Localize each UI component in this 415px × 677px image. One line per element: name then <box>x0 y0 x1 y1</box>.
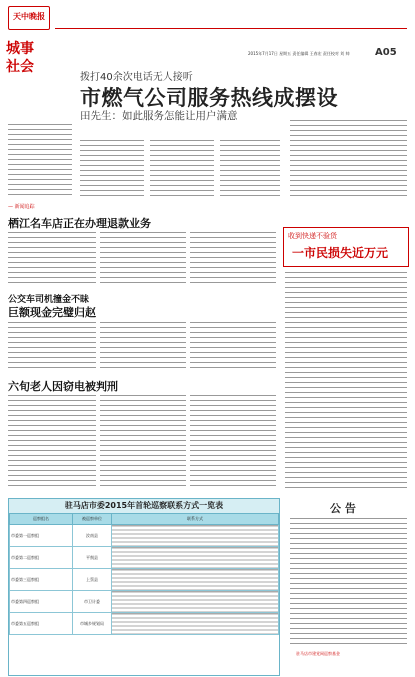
table-row: 市委第三巡察组 上蔡县 <box>10 569 279 591</box>
lead-title: 市燃气公司服务热线成摆设 <box>80 86 338 110</box>
table-row: 市委第一巡察组 汝南县 <box>10 525 279 547</box>
table-header: 联系方式 <box>112 514 279 525</box>
masthead-logo: 天中晚报 <box>8 6 50 30</box>
section-label: — 新闻追踪 <box>8 204 35 210</box>
lead-deck: 田先生：如此服务怎能让用户满意 <box>80 110 238 122</box>
sidebar-title: 一市民损失近万元 <box>292 246 389 260</box>
table-header: 被巡察单位 <box>73 514 112 525</box>
lead-column-5 <box>290 120 407 200</box>
story-2-body-2 <box>100 322 186 372</box>
table-row: 市委第二巡察组 平舆县 <box>10 547 279 569</box>
top-rule <box>55 28 407 29</box>
notice-body <box>290 518 407 646</box>
sidebar-headline-box <box>283 227 409 267</box>
table-row: 市委第五巡察组 市城乡规划局 <box>10 613 279 635</box>
contact-table <box>9 513 279 635</box>
lead-column-3 <box>150 140 214 200</box>
sidebar-body <box>285 272 407 490</box>
page-number: A05 <box>375 47 397 58</box>
story-2-body-1 <box>8 322 96 372</box>
lead-column-1 <box>8 124 72 199</box>
story-4-body-3 <box>190 395 276 490</box>
notice-footer: 驻马店市建党网巡察基金 <box>296 651 340 656</box>
table-row: 市委第四巡察组 市卫计委 <box>10 591 279 613</box>
section-name: 城事 社会 <box>6 41 34 75</box>
table-header: 巡察组名 <box>10 514 73 525</box>
story-title-1: 栖江名车店正在办理退款业务 <box>8 217 151 230</box>
lead-kicker: 拨打40余次电话无人接听 <box>80 72 193 83</box>
story-2-body-3 <box>190 322 276 372</box>
sidebar-kicker: 收到快递不验货 <box>288 232 337 240</box>
story-title-2: 公交车司机撞金不昧 <box>8 295 90 305</box>
story-4-body-1 <box>8 395 96 490</box>
table-title: 驻马店市委2015年首轮巡察联系方式一览表 <box>9 499 279 513</box>
story-1-body-1 <box>8 232 96 287</box>
story-1-body-3 <box>190 232 276 287</box>
story-title-3: 巨额现金完璧归赵 <box>8 306 96 319</box>
story-title-4: 六旬老人因窃电被判刑 <box>8 380 118 393</box>
story-4-body-2 <box>100 395 186 490</box>
story-1-body-2 <box>100 232 186 287</box>
dateline: 2015年7月17日 星期五 责任编辑 王春宏 责任校对 刘 帅 <box>248 51 350 56</box>
inspection-table <box>8 498 280 676</box>
lead-column-4 <box>220 140 280 200</box>
lead-column-2 <box>80 140 144 200</box>
notice-title: 公 告 <box>330 502 356 515</box>
